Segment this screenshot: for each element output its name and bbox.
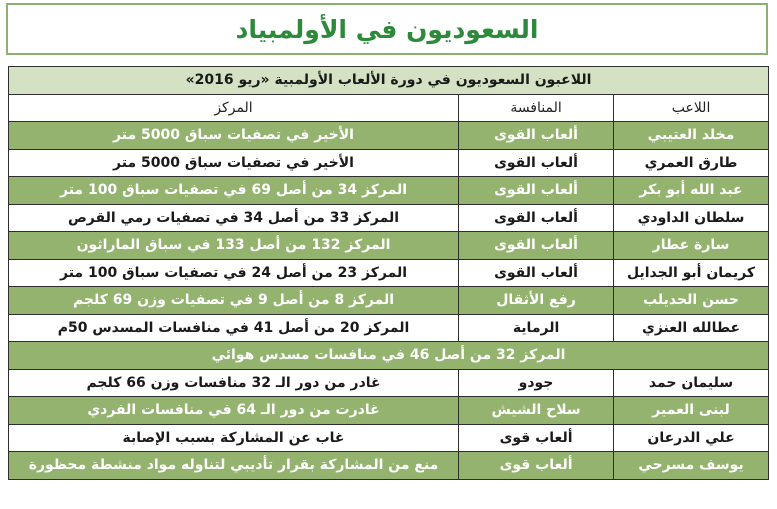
- table-row: [9, 369, 769, 397]
- table-row: [9, 397, 769, 425]
- table-caption-row: [9, 67, 769, 95]
- table-row: [9, 204, 769, 232]
- position-text: المركز 33 من أصل 34 في تصفيات رمي القرص: [9, 204, 459, 232]
- table-row: [9, 287, 769, 315]
- position-text: المركز 8 من أصل 9 في تصفيات وزن 69 كلجم: [9, 287, 459, 315]
- page-title: السعوديون في الأولمبياد: [6, 3, 768, 55]
- table-row: [9, 177, 769, 205]
- position-text: الأخير في تصفيات سباق 5000 متر: [9, 122, 459, 150]
- table-row: [9, 424, 769, 452]
- position-text: المركز 23 من أصل 24 في تصفيات سباق 100 متر: [9, 259, 459, 287]
- position-text: غادرت من دور الـ 64 في منافسات الفردي: [9, 397, 459, 425]
- position-text: منع من المشاركة بقرار تأديبي لتناوله مواد منشطة محظورة: [9, 452, 459, 480]
- sport-name: ألعاب القوى: [459, 204, 614, 232]
- table-merged-row: [9, 342, 769, 370]
- player-name: يوسف مسرحي: [614, 452, 769, 480]
- sport-name: ألعاب القوى: [459, 122, 614, 150]
- table-header-row: [9, 94, 769, 122]
- merged-position-text: المركز 32 من أصل 46 في منافسات مسدس هوائي: [9, 342, 769, 370]
- player-name: عبد الله أبو بكر: [614, 177, 769, 205]
- header-player: اللاعب: [614, 94, 769, 122]
- header-position: المركز: [9, 94, 459, 122]
- table-row: [9, 232, 769, 260]
- position-text: المركز 34 من أصل 69 في تصفيات سباق 100 متر: [9, 177, 459, 205]
- player-name: سلطان الداودي: [614, 204, 769, 232]
- sport-name: جودو: [459, 369, 614, 397]
- sport-name: ألعاب القوى: [459, 177, 614, 205]
- table-caption: اللاعبون السعوديون في دورة الألعاب الأولمبية «ريو 2016»: [9, 67, 769, 95]
- player-name: سارة عطار: [614, 232, 769, 260]
- player-name: مخلد العتيبي: [614, 122, 769, 150]
- sport-name: ألعاب قوى: [459, 452, 614, 480]
- sport-name: ألعاب القوى: [459, 259, 614, 287]
- position-text: غاب عن المشاركة بسبب الإصابة: [9, 424, 459, 452]
- header-sport: المنافسة: [459, 94, 614, 122]
- table-row: [9, 149, 769, 177]
- sport-name: ألعاب قوى: [459, 424, 614, 452]
- player-name: عطالله العنزي: [614, 314, 769, 342]
- player-name: طارق العمري: [614, 149, 769, 177]
- sport-name: رفع الأثقال: [459, 287, 614, 315]
- player-name: سليمان حمد: [614, 369, 769, 397]
- table-row: [9, 122, 769, 150]
- player-name: كريمان أبو الجدايل: [614, 259, 769, 287]
- position-text: الأخير في تصفيات سباق 5000 متر: [9, 149, 459, 177]
- position-text: المركز 20 من أصل 41 في منافسات المسدس 50م: [9, 314, 459, 342]
- player-name: حسن الحديلب: [614, 287, 769, 315]
- player-name: لبنى العمير: [614, 397, 769, 425]
- table-row: [9, 452, 769, 480]
- table-row: [9, 314, 769, 342]
- position-text: غادر من دور الـ 32 منافسات وزن 66 كلجم: [9, 369, 459, 397]
- sport-name: الرماية: [459, 314, 614, 342]
- sport-name: ألعاب القوى: [459, 149, 614, 177]
- sport-name: ألعاب القوى: [459, 232, 614, 260]
- table-row: [9, 259, 769, 287]
- position-text: المركز 132 من أصل 133 في سباق الماراثون: [9, 232, 459, 260]
- player-name: علي الدرعان: [614, 424, 769, 452]
- sport-name: سلاح الشيش: [459, 397, 614, 425]
- athletes-table: [8, 66, 769, 480]
